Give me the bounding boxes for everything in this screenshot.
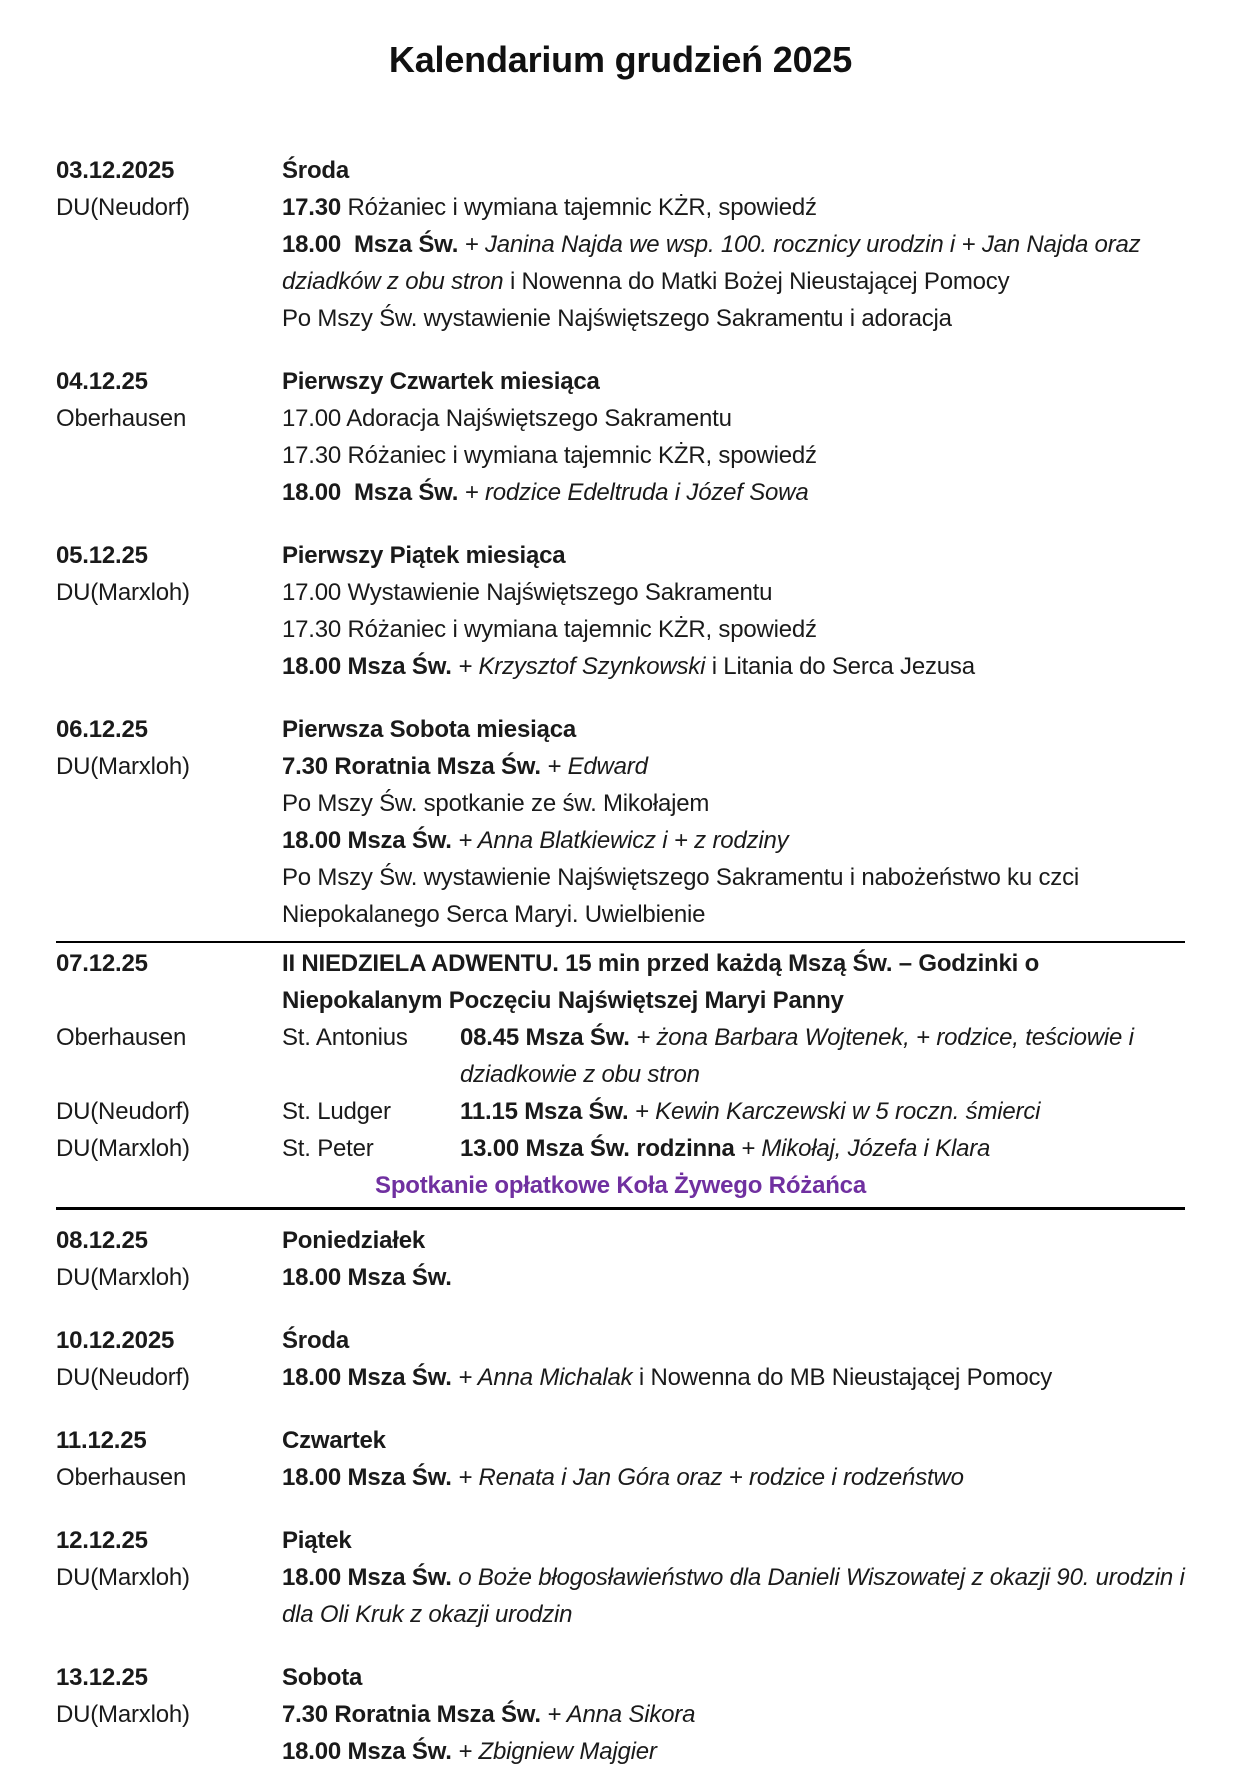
text-segment: 18.00 Msza Św.: [282, 827, 459, 854]
entry-date: 12.12.25: [56, 1527, 148, 1554]
text-segment: 18.00 Msza Św.: [282, 653, 459, 680]
calendar-entry: [56, 152, 1185, 337]
calendar-entry: [56, 1422, 1185, 1496]
entry-day-heading: Piątek: [282, 1527, 352, 1554]
entry-date: 03.12.2025: [56, 157, 175, 184]
entry-detail-line: [282, 437, 1185, 474]
entry-church: St. Ludger: [282, 1098, 391, 1125]
entry-detail-line: [460, 1093, 1185, 1130]
text-segment: 18.00 Msza Św.: [282, 1564, 459, 1591]
entry-day-heading: Środa: [282, 1327, 350, 1354]
entry-left-spacer: [56, 785, 282, 822]
entry-detail-line: [282, 1259, 1185, 1296]
text-segment: Po Mszy Św. spotkanie ze św. Mikołajem: [282, 790, 710, 817]
calendar-entry: [56, 1322, 1185, 1396]
entry-left-spacer: [56, 437, 282, 474]
text-segment: 7.30 Roratnia Msza Św.: [282, 1701, 548, 1728]
entry-day-heading: Pierwszy Czwartek miesiąca: [282, 368, 600, 395]
text-segment: + Edward: [547, 753, 648, 780]
entry-detail-line: [282, 1359, 1185, 1396]
entry-detail-line: [282, 1459, 1185, 1496]
text-segment: + Anna Michalak: [458, 1364, 639, 1391]
text-segment: + Anna Blatkiewicz i + z rodziny: [458, 827, 789, 854]
text-segment: 17.30: [282, 194, 342, 221]
entry-left-spacer: [56, 474, 282, 511]
text-segment: 18.00 Msza Św.: [282, 231, 465, 258]
entry-left-spacer: [56, 1733, 282, 1770]
entry-location: DU(Neudorf): [56, 194, 190, 221]
entry-location: Oberhausen: [56, 1464, 187, 1491]
entry-location: Oberhausen: [56, 405, 187, 432]
text-segment: Po Mszy Św. wystawienie Najświętszego Sakramentu i nabożeństwo ku czci Niepokalanego Serca Maryi. Uwielbienie: [282, 864, 1086, 928]
text-segment: + Mikołaj, Józefa i Klara: [741, 1135, 991, 1162]
entry-day-heading: Czwartek: [282, 1427, 386, 1454]
entry-detail-line: [282, 1559, 1192, 1633]
entry-location: DU(Marxloh): [56, 1264, 190, 1291]
entry-location: DU(Marxloh): [56, 1135, 190, 1162]
text-segment: + Renata i Jan Góra oraz + rodzice i rodzeństwo: [458, 1464, 964, 1491]
text-segment: 17.00 Wystawienie Najświętszego Sakramentu: [282, 579, 773, 606]
entry-left-spacer: [56, 648, 282, 685]
entry-detail-line: [282, 611, 1185, 648]
text-segment: 18.00 Msza Św.: [282, 479, 465, 506]
text-segment: 18.00 Msza Św.: [282, 1738, 459, 1765]
entry-day-heading: II NIEDZIELA ADWENTU. 15 min przed każdą Mszą Św. – Godzinki o Niepokalanym Poczęciu Najświętszej Maryi Panny: [282, 950, 1046, 1014]
text-segment: 17.30 Różaniec i wymiana tajemnic KŻR, spowiedź: [282, 442, 817, 469]
entry-location: DU(Marxloh): [56, 753, 190, 780]
text-segment: 18.00 Msza Św.: [282, 1264, 452, 1291]
entry-date: 08.12.25: [56, 1227, 148, 1254]
entry-detail-line: [282, 822, 1185, 859]
entry-location: Oberhausen: [56, 1024, 187, 1051]
entry-left-spacer: [56, 822, 282, 859]
text-segment: i Litania do Serca Jezusa: [711, 653, 975, 680]
calendar-entry: [56, 941, 1185, 1210]
text-segment: + Janina Najda we wsp. 100. rocznicy urodzin i + Jan Najda oraz dziadków z obu stron: [282, 231, 1147, 295]
entry-date: 11.12.25: [56, 1427, 147, 1454]
text-segment: i Nowenna do Matki Bożej Nieustającej Pomocy: [509, 268, 1010, 295]
entry-left-spacer: [56, 226, 282, 300]
text-segment: 18.00 Msza Św.: [282, 1364, 459, 1391]
entry-date: 10.12.2025: [56, 1327, 175, 1354]
entry-date: 04.12.25: [56, 368, 148, 395]
calendar-entry: [56, 711, 1185, 933]
entry-church: St. Peter: [282, 1135, 374, 1162]
calendar-entry: [56, 1659, 1185, 1770]
calendar-entry: [56, 363, 1185, 511]
entry-left-spacer: [56, 300, 282, 337]
entry-detail-line: [282, 648, 1185, 685]
entry-left-spacer: [56, 859, 282, 933]
entry-detail-line: [282, 226, 1185, 300]
text-segment: + Krzysztof Szynkowski: [458, 653, 712, 680]
entry-date: 05.12.25: [56, 542, 148, 569]
entry-detail-line: [282, 300, 1185, 337]
text-segment: i Nowenna do MB Nieustającej Pomocy: [638, 1364, 1053, 1391]
entry-left-spacer: [56, 611, 282, 648]
text-segment: 17.00 Adoracja Najświętszego Sakramentu: [282, 405, 732, 432]
entry-location: DU(Marxloh): [56, 1564, 190, 1591]
entry-location: DU(Marxloh): [56, 1701, 190, 1728]
oplatek-note: Spotkanie opłatkowe Koła Żywego Różańca: [375, 1172, 866, 1199]
text-segment: Po Mszy Św. wystawienie Najświętszego Sakramentu i adoracja: [282, 305, 952, 332]
entry-location: DU(Neudorf): [56, 1098, 190, 1125]
entry-day-heading: Środa: [282, 157, 350, 184]
text-segment: 11.15 Msza Św.: [460, 1098, 635, 1125]
calendar-entry: [56, 537, 1185, 685]
entry-day-heading: Poniedziałek: [282, 1227, 425, 1254]
text-segment: Różaniec i wymiana tajemnic KŻR, spowiedź: [341, 194, 817, 221]
calendar-entries: [56, 152, 1192, 1770]
entry-detail-line: [282, 1733, 1185, 1770]
entry-detail-line: [282, 400, 1185, 437]
text-segment: 7.30 Roratnia Msza Św.: [282, 753, 548, 780]
text-segment: + Anna Sikora: [547, 1701, 696, 1728]
text-segment: 17.30 Różaniec i wymiana tajemnic KŻR, spowiedź: [282, 616, 817, 643]
entry-detail-line: [282, 574, 1185, 611]
entry-detail-line: [282, 1696, 1185, 1733]
text-segment: + Kewin Karczewski w 5 roczn. śmierci: [634, 1098, 1041, 1125]
page-title: Kalendarium grudzień 2025: [388, 39, 853, 80]
entry-detail-line: [282, 785, 1185, 822]
entry-location: DU(Neudorf): [56, 1364, 190, 1391]
calendar-entry: [56, 1222, 1185, 1296]
text-segment: 13.00 Msza Św. rodzinna: [460, 1135, 742, 1162]
entry-date: 07.12.25: [56, 950, 148, 977]
entry-day-heading: Pierwsza Sobota miesiąca: [282, 716, 577, 743]
entry-date: 13.12.25: [56, 1664, 148, 1691]
entry-detail-line: [460, 1130, 1185, 1167]
entry-detail-line: [282, 474, 1185, 511]
text-segment: + rodzice Edeltruda i Józef Sowa: [464, 479, 809, 506]
entry-location: DU(Marxloh): [56, 579, 190, 606]
calendar-entry: [56, 1522, 1192, 1633]
text-segment: 18.00 Msza Św.: [282, 1464, 459, 1491]
entry-detail-line: [282, 748, 1185, 785]
entry-church: St. Antonius: [282, 1024, 408, 1051]
entry-detail-line: [460, 1019, 1185, 1093]
entry-detail-line: [282, 859, 1185, 933]
text-segment: + żona Barbara Wojtenek, + rodzice, teściowie i dziadkowie z obu stron: [460, 1024, 1141, 1088]
entry-day-heading: Sobota: [282, 1664, 363, 1691]
entry-date: 06.12.25: [56, 716, 148, 743]
text-segment: o Boże błogosławieństwo dla Danieli Wiszowatej z okazji 90. urodzin i dla Oli Kruk z okazji urodzin: [282, 1564, 1192, 1628]
entry-day-heading: Pierwszy Piątek miesiąca: [282, 542, 566, 569]
entry-detail-line: [282, 189, 1185, 226]
text-segment: 08.45 Msza Św.: [460, 1024, 637, 1051]
text-segment: + Zbigniew Majgier: [458, 1738, 657, 1765]
